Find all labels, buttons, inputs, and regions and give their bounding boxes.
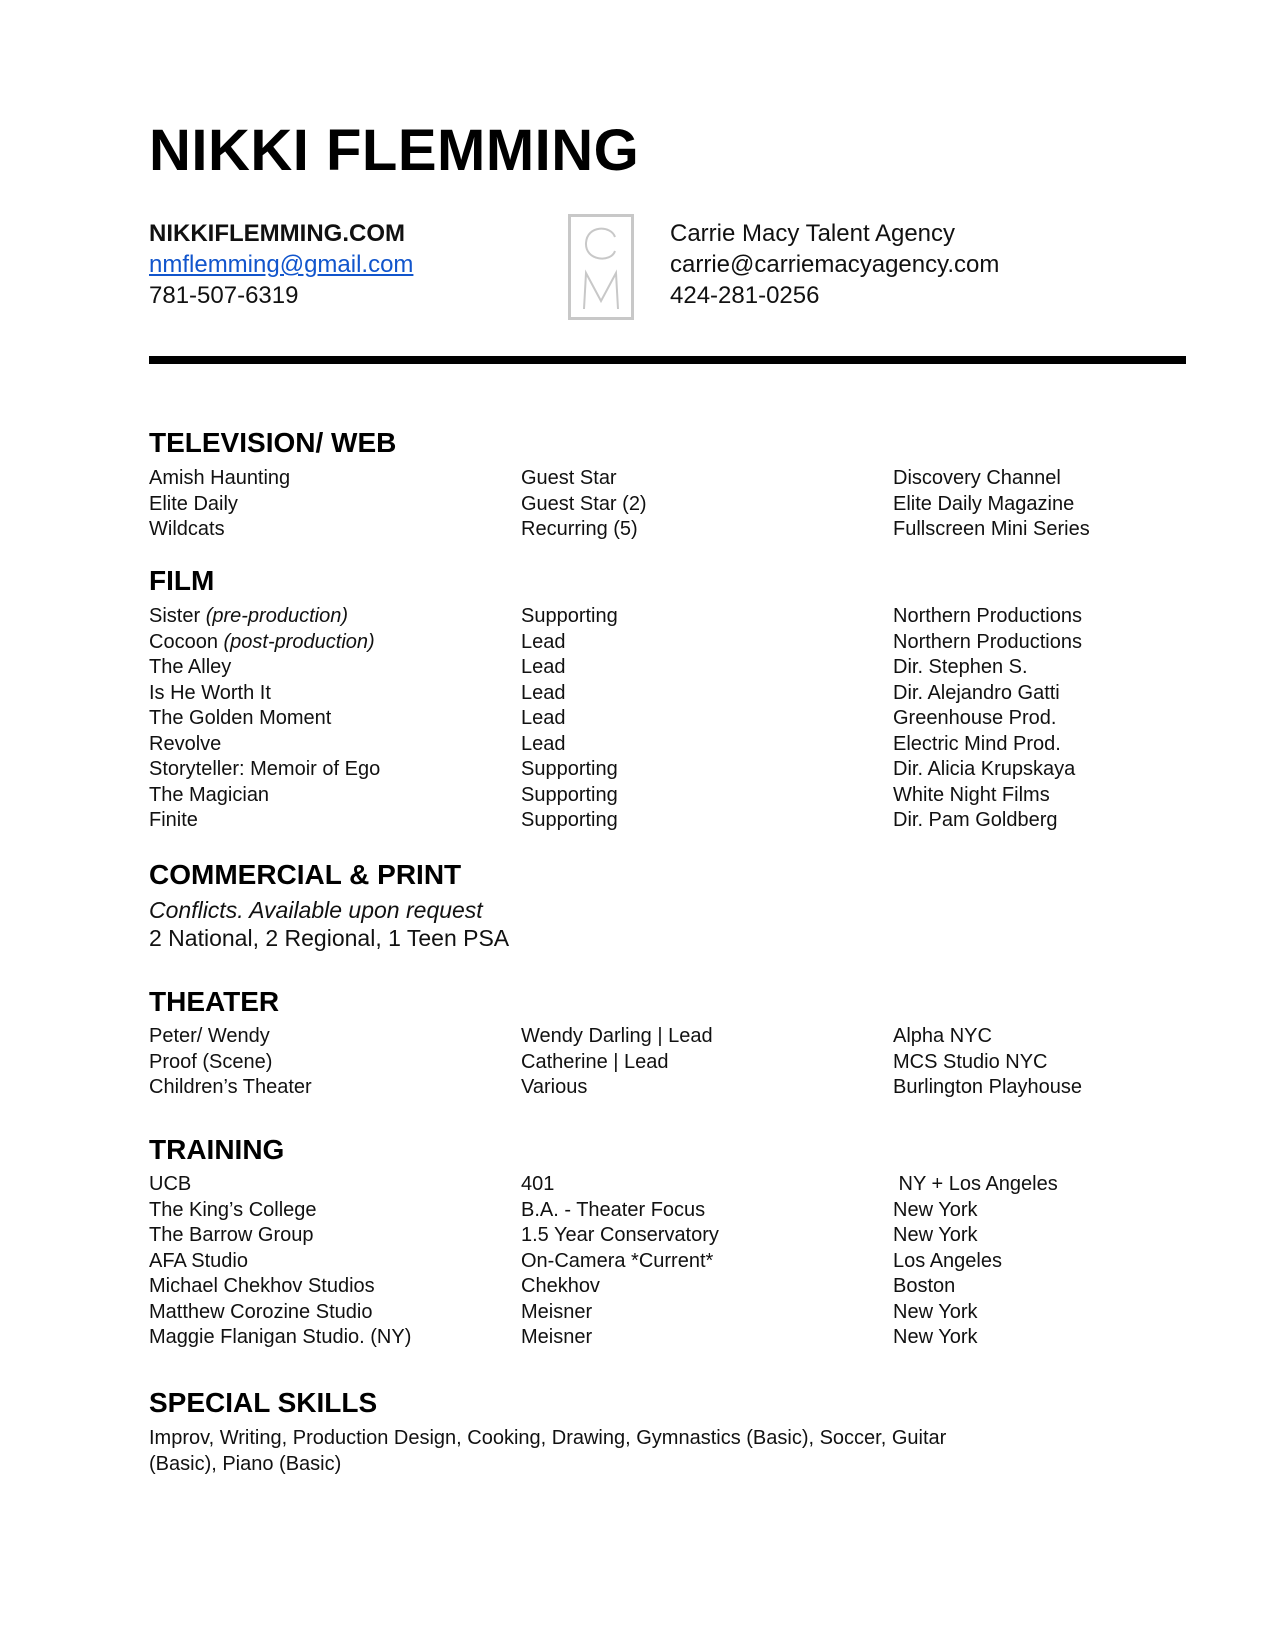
credit-row bbox=[149, 517, 1186, 543]
role: Lead bbox=[521, 681, 566, 704]
role: Lead bbox=[521, 707, 566, 729]
program: Meisner bbox=[521, 1300, 593, 1323]
school: AFA Studio bbox=[149, 1249, 248, 1272]
role: Recurring (5) bbox=[521, 518, 638, 540]
company: MCS Studio NYC bbox=[893, 1050, 1048, 1073]
television-credits bbox=[149, 466, 1186, 543]
program: Chekhov bbox=[521, 1275, 600, 1297]
agency-logo bbox=[568, 214, 634, 320]
project bbox=[149, 604, 521, 630]
location: New York bbox=[893, 1300, 978, 1323]
credit-row bbox=[149, 732, 1186, 758]
company: White Night Films bbox=[893, 783, 1050, 806]
program: B.A. - Theater Focus bbox=[521, 1198, 706, 1221]
header-divider bbox=[149, 356, 1186, 364]
training-row bbox=[149, 1172, 1186, 1198]
training-row bbox=[149, 1325, 1186, 1351]
location: New York bbox=[893, 1198, 978, 1221]
role: Guest Star bbox=[521, 467, 617, 489]
school: Maggie Flanigan Studio. (NY) bbox=[149, 1326, 412, 1348]
company: Dir. Alicia Krupskaya bbox=[893, 758, 1076, 780]
role: Various bbox=[521, 1076, 588, 1098]
project: Is He Worth It bbox=[149, 681, 271, 704]
school: Matthew Corozine Studio bbox=[149, 1300, 373, 1323]
agency-email: carrie@carriemacyagency.com bbox=[670, 251, 1000, 278]
website-text: NIKKIFLEMMING.COM bbox=[149, 220, 405, 247]
agency-name: Carrie Macy Talent Agency bbox=[670, 220, 956, 247]
section-title-skills: SPECIAL SKILLS bbox=[149, 1387, 378, 1418]
program: 1.5 Year Conservatory bbox=[521, 1224, 719, 1246]
credit-row bbox=[149, 492, 1186, 518]
credit-row bbox=[149, 466, 1186, 492]
project: Storyteller: Memoir of Ego bbox=[149, 758, 381, 780]
training-row bbox=[149, 1274, 1186, 1300]
section-title-commercial: COMMERCIAL & PRINT bbox=[149, 859, 462, 890]
program: 401 bbox=[521, 1173, 555, 1195]
agency-phone: 424-281-0256 bbox=[670, 282, 820, 309]
project: Proof (Scene) bbox=[149, 1050, 273, 1073]
section-title-film: FILM bbox=[149, 565, 215, 596]
role: Catherine | Lead bbox=[521, 1050, 669, 1073]
project: Peter/ Wendy bbox=[149, 1025, 270, 1047]
school: The Barrow Group bbox=[149, 1224, 314, 1246]
role: Wendy Darling | Lead bbox=[521, 1025, 713, 1047]
credit-row bbox=[149, 681, 1186, 707]
section-title-training: TRAINING bbox=[149, 1134, 285, 1165]
credit-row bbox=[149, 1075, 1186, 1101]
credit-row bbox=[149, 783, 1186, 809]
training-row bbox=[149, 1198, 1186, 1224]
location: NY + Los Angeles bbox=[893, 1173, 1058, 1195]
project-title: Sister bbox=[149, 605, 206, 627]
company: Alpha NYC bbox=[893, 1025, 992, 1047]
commercial-summary: 2 National, 2 Regional, 1 Teen PSA bbox=[149, 925, 510, 951]
cm-monogram-icon bbox=[571, 217, 631, 317]
credit-row bbox=[149, 630, 1186, 656]
credit-row bbox=[149, 706, 1186, 732]
production-status: (pre-production) bbox=[205, 605, 348, 627]
role: Supporting bbox=[521, 758, 618, 780]
company: Discovery Channel bbox=[893, 467, 1061, 489]
training-credits bbox=[149, 1172, 1186, 1351]
email-link[interactable]: nmflemming@gmail.com bbox=[149, 251, 414, 278]
school: Michael Chekhov Studios bbox=[149, 1275, 375, 1297]
project-title: Cocoon bbox=[149, 630, 224, 653]
credit-row bbox=[149, 604, 1186, 630]
role: Lead bbox=[521, 732, 566, 755]
project: Elite Daily bbox=[149, 492, 238, 515]
agency-block bbox=[670, 218, 999, 311]
contact-block bbox=[149, 218, 413, 311]
project: The Alley bbox=[149, 656, 232, 678]
credit-row bbox=[149, 808, 1186, 834]
credit-row bbox=[149, 1024, 1186, 1050]
location: Boston bbox=[893, 1275, 956, 1297]
production-status: (post-production) bbox=[223, 630, 375, 653]
company: Greenhouse Prod. bbox=[893, 707, 1057, 729]
training-row bbox=[149, 1300, 1186, 1326]
project: The Magician bbox=[149, 783, 270, 806]
credit-row bbox=[149, 1050, 1186, 1076]
commercial-note: Conflicts. Available upon request bbox=[149, 897, 483, 923]
commercial-block bbox=[149, 896, 509, 952]
role: Supporting bbox=[521, 809, 618, 831]
phone-text: 781-507-6319 bbox=[149, 282, 299, 309]
film-credits bbox=[149, 604, 1186, 834]
theater-credits bbox=[149, 1024, 1186, 1101]
company: Northern Productions bbox=[893, 630, 1082, 653]
program: On-Camera *Current* bbox=[521, 1249, 714, 1272]
training-row bbox=[149, 1223, 1186, 1249]
project: Wildcats bbox=[149, 518, 225, 540]
company: Dir. Stephen S. bbox=[893, 656, 1028, 678]
credit-row bbox=[149, 655, 1186, 681]
role: Lead bbox=[521, 656, 566, 678]
role: Supporting bbox=[521, 783, 618, 806]
project: The Golden Moment bbox=[149, 707, 332, 729]
company: Burlington Playhouse bbox=[893, 1076, 1083, 1098]
section-title-television: TELEVISION/ WEB bbox=[149, 427, 397, 458]
location: New York bbox=[893, 1326, 978, 1348]
section-title-theater: THEATER bbox=[149, 986, 280, 1017]
skills-text: Improv, Writing, Production Design, Cooking, Drawing, Gymnastics (Basic), Soccer, Guitar (Basic), Piano (Basic) bbox=[149, 1427, 947, 1475]
actor-name: NIKKI FLEMMING bbox=[149, 118, 640, 183]
project: Revolve bbox=[149, 732, 222, 755]
location: Los Angeles bbox=[893, 1249, 1002, 1272]
company: Dir. Pam Goldberg bbox=[893, 809, 1058, 831]
program: Meisner bbox=[521, 1326, 593, 1348]
project: Children’s Theater bbox=[149, 1076, 312, 1098]
training-row bbox=[149, 1249, 1186, 1275]
credit-row bbox=[149, 757, 1186, 783]
company: Elite Daily Magazine bbox=[893, 492, 1075, 515]
school: The King’s College bbox=[149, 1198, 317, 1221]
location: New York bbox=[893, 1224, 978, 1246]
project bbox=[149, 630, 521, 656]
role: Lead bbox=[521, 630, 566, 653]
company: Electric Mind Prod. bbox=[893, 732, 1061, 755]
school: UCB bbox=[149, 1173, 192, 1195]
company: Dir. Alejandro Gatti bbox=[893, 681, 1060, 704]
role: Supporting bbox=[521, 605, 618, 627]
project: Finite bbox=[149, 809, 198, 831]
company: Northern Productions bbox=[893, 605, 1082, 627]
project: Amish Haunting bbox=[149, 467, 291, 489]
company: Fullscreen Mini Series bbox=[893, 518, 1090, 540]
role: Guest Star (2) bbox=[521, 492, 647, 515]
